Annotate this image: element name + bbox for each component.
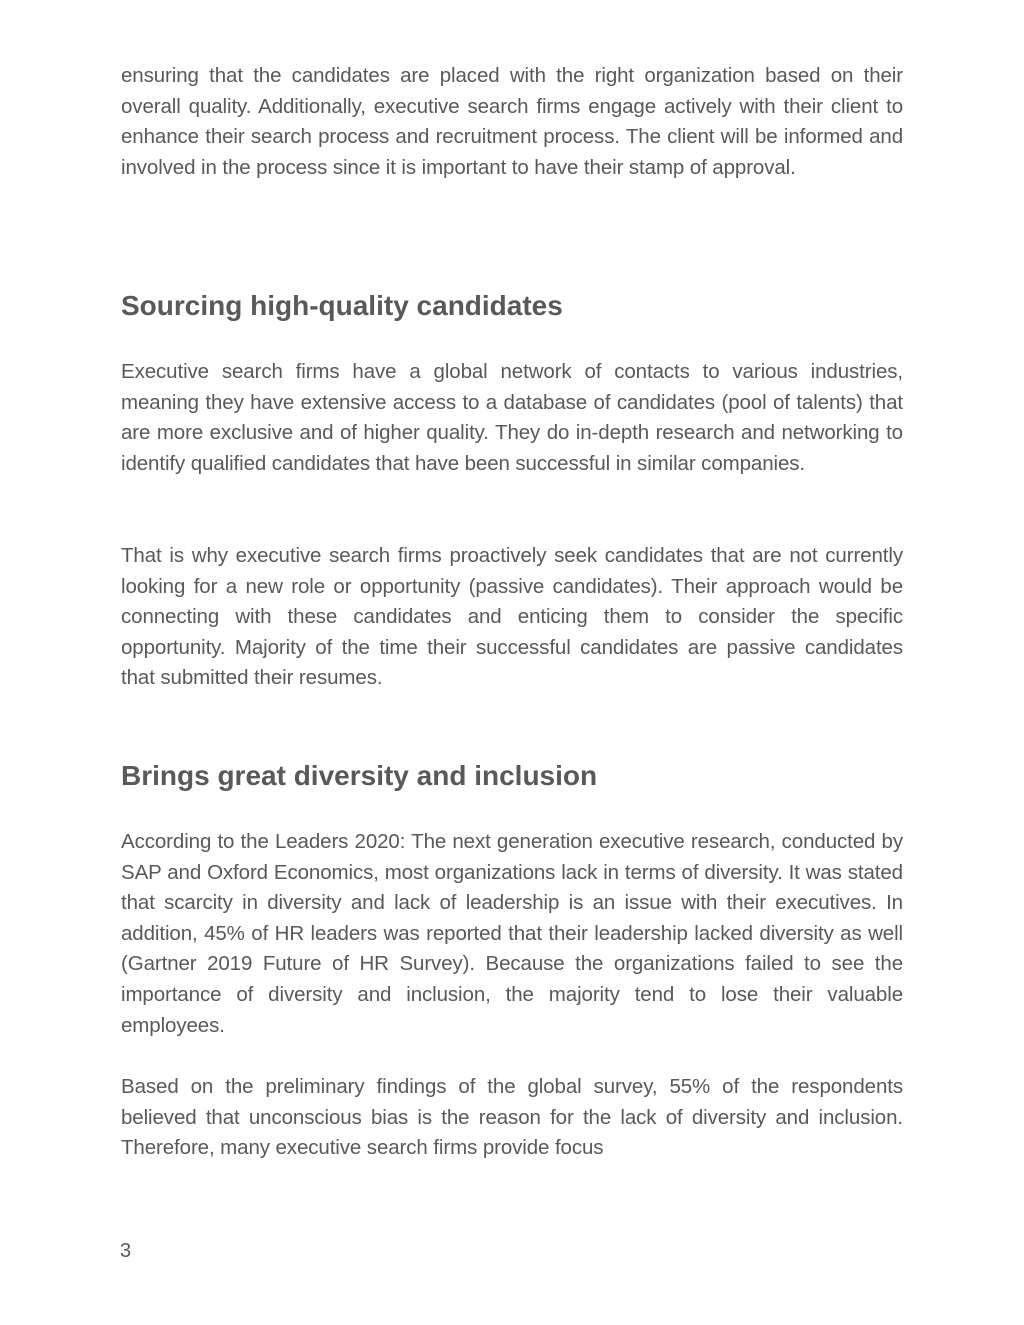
paragraph-intro-continued: ensuring that the candidates are placed with the right organization based on their overall quality. Additionally, executive search firms engage actively with their client to enhance their search process and recruitment process. The client will be informed and involved in the process since it is important to have their stamp of approval. (121, 64, 903, 179)
paragraph-sourcing-2: That is why executive search firms proactively seek candidates that are not currently looking for a new role or opportunity (passive candidates). Their approach would be connecting with these candidates and enticing them to consider the specific opportunity. Majority of the time their successful candidates are passive candidates that submitted their resumes. (121, 544, 903, 690)
page-number: 3 (120, 1240, 132, 1262)
paragraph-diversity-1: According to the Leaders 2020: The next generation executive research, conducted by SAP and Oxford Economics, most organizations lack in terms of diversity. It was stated that scarcity in diversity and lack of leadership is an issue with their executives. In addition, 45% of HR leaders was reported that their leadership lacked diversity as well (Gartner 2019 Future of HR Survey). Because the organizations failed to see the importance of diversity and inclusion, the majority tend to lose their valuable employees. (121, 830, 903, 1037)
section-heading-diversity: Brings great diversity and inclusion (121, 760, 598, 791)
paragraph-diversity-2: Based on the preliminary findings of the global survey, 55% of the respondents believed that unconscious bias is the reason for the lack of diversity and inclusion. Therefore, many executive search firms provide focus (121, 1075, 903, 1160)
section-heading-sourcing: Sourcing high-quality candidates (121, 290, 563, 321)
paragraph-sourcing-1: Executive search firms have a global network of contacts to various industries, meaning they have extensive access to a database of candidates (pool of talents) that are more exclusive and of higher quality. They do in-depth research and networking to identify qualified candidates that have been successful in similar companies. (121, 360, 903, 475)
